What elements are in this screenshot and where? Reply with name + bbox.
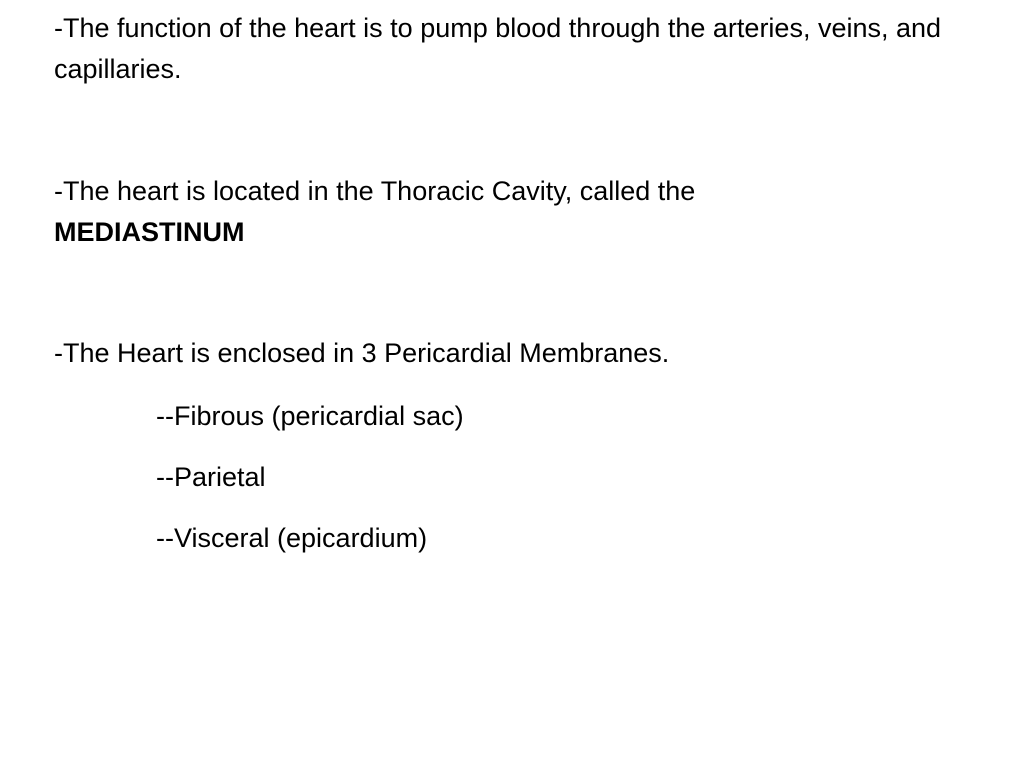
membrane-item-parietal: --Parietal [156,462,266,492]
heart-function-paragraph: -The function of the heart is to pump blood through the arteries, veins, and capillaries. [54,13,942,84]
pericardial-membranes-paragraph: -The Heart is enclosed in 3 Pericardial Membranes. [54,338,670,368]
heart-location-text: -The heart is located in the Thoracic Cavity, called the [54,176,696,206]
membrane-item-visceral: --Visceral (epicardium) [156,523,428,553]
heart-location-paragraph [54,171,954,253]
membrane-item-fibrous: --Fibrous (pericardial sac) [156,401,464,431]
mediastinum-term: MEDIASTINUM [54,217,245,247]
